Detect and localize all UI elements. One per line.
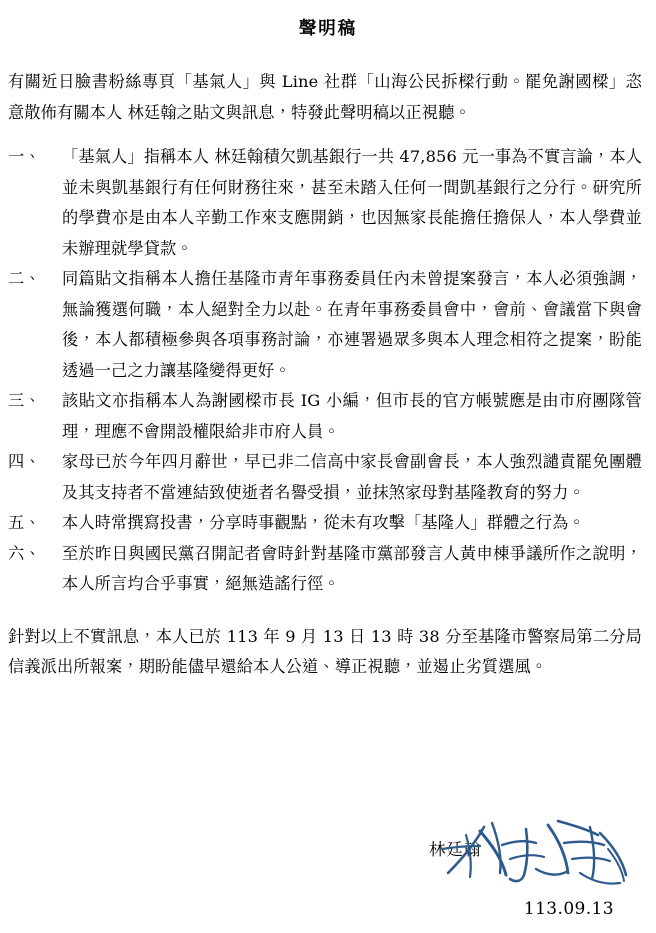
closing-paragraph: 針對以上不實訊息，本人已於 113 年 9 月 13 日 13 時 38 分至基隆市警察局第二分局信義派出所報案，期盼能儘早還給本人公道、導正視聽，並遏止劣質選風。 <box>8 626 642 676</box>
list-item-text: 至於昨日與國民黨召開記者會時針對基隆市黨部發言人黃申棟爭議所作之說明，本人所言均合乎事實，絕無造謠行徑。 <box>62 543 642 593</box>
list-item-text: 該貼文亦指稱本人為謝國樑市長 IG 小編，但市長的官方帳號應是由市府團隊管理，理應不會開設權限給非市府人員。 <box>62 391 642 441</box>
list-item <box>8 386 642 447</box>
intro-paragraph: 有關近日臉書粉絲專頁「基氣人」與 Line 社群「山海公民拆樑行動。罷免謝國樑」恣意散佈有關本人 林廷翰之貼文與訊息，特發此聲明稿以正視聽。 <box>8 72 642 122</box>
list-item-marker: 五、 <box>8 513 41 532</box>
page-title: 聲明稿 <box>298 19 358 39</box>
list-item <box>8 539 642 600</box>
list-item-marker: 二、 <box>8 269 41 288</box>
list-item-text: 家母已於今年四月辭世，早已非二信高中家長會副會長，本人強烈譴責罷免團體及其支持者不當連結致使逝者名譽受損，並抹煞家母對基隆教育的努力。 <box>62 452 642 502</box>
signature-date: 113.09.13 <box>523 899 614 919</box>
list-item-marker: 一、 <box>8 147 41 166</box>
list-item <box>8 508 642 539</box>
document-body <box>0 67 656 683</box>
list-item <box>8 142 642 264</box>
list-item <box>8 447 642 508</box>
signature-row <box>0 823 636 885</box>
signature-block <box>0 823 656 933</box>
list-item-text: 本人時常撰寫投書，分享時事觀點，從未有攻擊「基隆人」群體之行為。 <box>62 513 585 532</box>
list-item-text: 「基氣人」指稱本人 林廷翰積欠凱基銀行一共 47,856 元一事為不實言論，本人並未與凱基銀行有任何財務往來，甚至未踏入任何一間凱基銀行之分行。研究所的學費亦是由本人辛勤工作來支應開銷，也因無家長能擔任擔保人，本人學費並未辦理就學貸款。 <box>62 147 642 258</box>
list-item-marker: 六、 <box>8 543 41 563</box>
list-item-text: 同篇貼文指稱本人擔任基隆市青年事務委員任內未曾提案發言，本人必須強調，無論獲選何職，本人絕對全力以赴。在青年事務委員會中，會前、會議當下與會後，本人都積極參與各項事務討論，亦連署過眾多與本人理念相符之提案，盼能透過一己之力讓基隆變得更好。 <box>62 269 642 380</box>
list-item-marker: 三、 <box>8 391 41 410</box>
list-item <box>8 264 642 386</box>
numbered-statement-list <box>8 142 642 600</box>
list-item-marker: 四、 <box>8 452 41 471</box>
signatory-name: 林廷翰 <box>428 840 482 859</box>
